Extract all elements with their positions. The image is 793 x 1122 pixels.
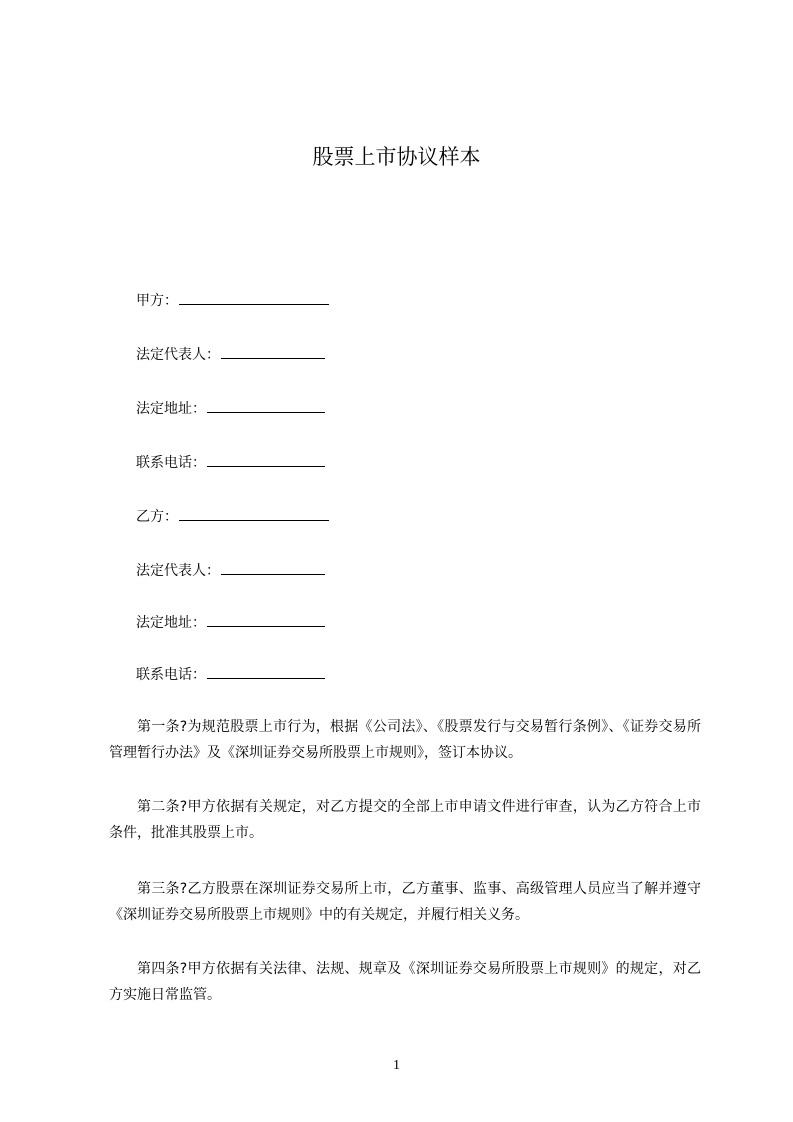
party-a-rep-blank	[221, 344, 325, 359]
party-b-rep-field	[136, 560, 325, 581]
party-a-name-label: 甲方：	[136, 293, 178, 309]
party-a-address-field	[136, 398, 325, 419]
document-title: 股票上市协议样本	[312, 145, 481, 169]
party-a-rep-label: 法定代表人：	[136, 347, 220, 363]
party-a-phone-label: 联系电话：	[136, 455, 206, 471]
party-a-rep-field	[136, 344, 325, 365]
article-1: 第一条?为规范股票上市行为，根据《公司法》、《股票发行与交易暂行条例》、《证券交易所管理暂行办法》及《深圳证券交易所股票上市规则》，签订本协议。	[109, 719, 701, 761]
party-a-name-field	[136, 290, 329, 311]
party-b-rep-label: 法定代表人：	[136, 563, 220, 579]
party-b-rep-blank	[221, 560, 325, 575]
party-a-address-blank	[207, 398, 325, 413]
party-a-phone-field	[136, 452, 325, 473]
party-b-phone-label: 联系电话：	[136, 667, 206, 683]
party-b-address-blank	[207, 612, 325, 627]
article-4: 第四条?甲方依据有关法律、法规、规章及《深圳证券交易所股票上市规则》的规定，对乙方实施日常监管。	[109, 961, 701, 1003]
article-3: 第三条?乙方股票在深圳证券交易所上市，乙方董事、监事、高级管理人员应当了解并遵守《深圳证券交易所股票上市规则》中的有关规定，并履行相关义务。	[109, 881, 701, 923]
party-b-phone-field	[136, 664, 325, 685]
page-number: 1	[393, 1058, 400, 1073]
party-a-address-label: 法定地址：	[136, 401, 206, 417]
party-a-phone-blank	[207, 452, 325, 467]
party-a-name-blank	[179, 290, 329, 305]
party-b-address-label: 法定地址：	[136, 615, 206, 631]
party-b-phone-blank	[207, 664, 325, 679]
article-2: 第二条?甲方依据有关规定，对乙方提交的全部上市申请文件进行审查，认为乙方符合上市条件，批准其股票上市。	[109, 799, 701, 841]
party-b-name-label: 乙方：	[136, 509, 178, 525]
party-b-name-blank	[179, 506, 329, 521]
party-b-address-field	[136, 612, 325, 633]
party-b-name-field	[136, 506, 329, 527]
